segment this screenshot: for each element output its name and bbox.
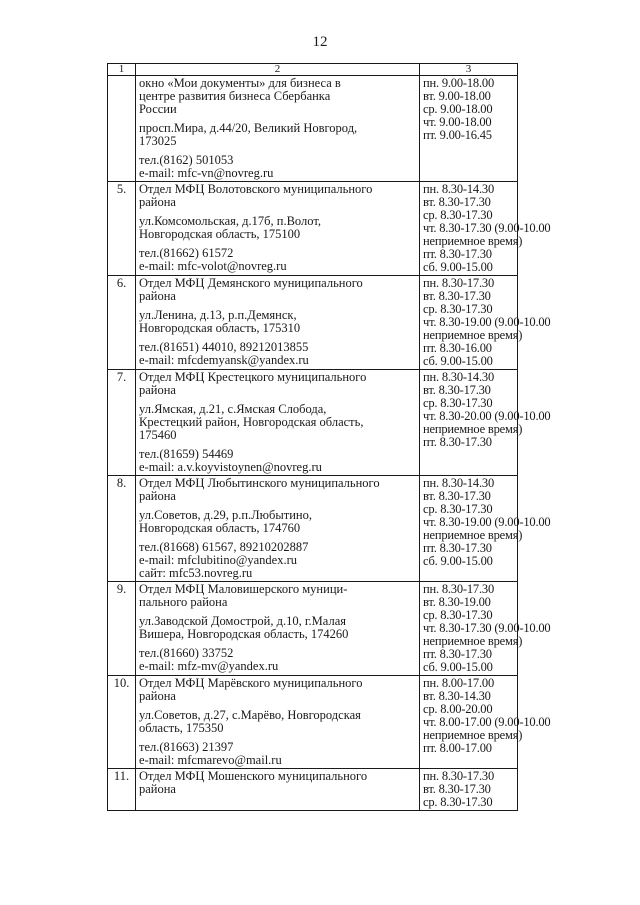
office-address-line: область, 175350 bbox=[139, 721, 224, 735]
schedule-line: чт. 8.30-17.30 (9.00-10.00 bbox=[423, 621, 551, 635]
office-contacts-line: e-mail: mfc-volot@novreg.ru bbox=[139, 259, 287, 273]
office-name-line: Отдел МФЦ Крестецкого муниципального bbox=[139, 370, 367, 384]
schedule-line: ср. 9.00-18.00 bbox=[423, 102, 493, 116]
schedule-line: ср. 8.30-17.30 bbox=[423, 608, 493, 622]
office-contacts bbox=[139, 341, 416, 367]
office-address bbox=[139, 509, 416, 535]
office-info bbox=[136, 676, 420, 769]
office-info bbox=[136, 582, 420, 676]
schedule-line: вт. 8.30-17.30 bbox=[423, 383, 491, 397]
office-address-line: ул.Ленина, д.13, р.п.Демянск, bbox=[139, 308, 297, 322]
schedule-line: неприемное время) bbox=[423, 634, 523, 648]
row-number: 10. bbox=[108, 676, 136, 769]
schedule-line: сб. 9.00-15.00 bbox=[423, 260, 493, 274]
office-schedule bbox=[420, 182, 551, 276]
header-col-1: 1 bbox=[108, 64, 136, 76]
office-name-line: Отдел МФЦ Маловишерского муници- bbox=[139, 582, 348, 596]
office-info bbox=[136, 276, 420, 370]
schedule-line: неприемное время) bbox=[423, 728, 523, 742]
office-info bbox=[136, 769, 420, 811]
office-name-line: района bbox=[139, 782, 176, 796]
schedule-line: вт. 8.30-19.00 bbox=[423, 595, 491, 609]
office-info bbox=[136, 476, 420, 582]
office-address-line: Новгородская область, 175100 bbox=[139, 227, 301, 241]
office-contacts bbox=[139, 154, 416, 180]
schedule-line: неприемное время) bbox=[423, 528, 523, 542]
row-number: 11. bbox=[108, 769, 136, 811]
office-contacts bbox=[139, 541, 416, 580]
office-address-line: Крестецкий район, Новгородская область, bbox=[139, 415, 364, 429]
office-contacts-line: тел.(81668) 61567, 89210202887 bbox=[139, 540, 309, 554]
office-name-line: Отдел МФЦ Любытинского муниципального bbox=[139, 476, 380, 490]
schedule-line: ср. 8.30-17.30 bbox=[423, 208, 493, 222]
office-address bbox=[139, 215, 416, 241]
header-col-2: 2 bbox=[136, 64, 420, 76]
schedule-line: пн. 9.00-18.00 bbox=[423, 76, 494, 90]
office-name-line: центре развития бизнеса Сбербанка bbox=[139, 89, 331, 103]
schedule-line: чт. 8.30-20.00 (9.00-10.00 bbox=[423, 409, 551, 423]
schedule-line: вт. 8.30-17.30 bbox=[423, 782, 491, 796]
schedule-line: пт. 8.30-17.30 bbox=[423, 247, 492, 261]
office-contacts-line: тел.(81659) 54469 bbox=[139, 447, 234, 461]
schedule-line: неприемное время) bbox=[423, 422, 523, 436]
table-row bbox=[108, 76, 518, 182]
office-address-line: ул.Ямская, д.21, с.Ямская Слобода, bbox=[139, 402, 327, 416]
schedule-line: чт. 8.30-17.30 (9.00-10.00 bbox=[423, 221, 551, 235]
schedule-line: пн. 8.30-14.30 bbox=[423, 476, 494, 490]
office-schedule bbox=[420, 370, 551, 476]
office-schedule bbox=[420, 769, 518, 811]
office-address-line: Новгородская область, 175310 bbox=[139, 321, 301, 335]
row-number: 9. bbox=[108, 582, 136, 676]
office-schedule bbox=[420, 476, 551, 582]
schedule-line: вт. 8.30-17.30 bbox=[423, 489, 491, 503]
table-row bbox=[108, 769, 518, 811]
table-row bbox=[108, 676, 518, 769]
office-contacts bbox=[139, 448, 416, 474]
office-contacts-line: тел.(8162) 501053 bbox=[139, 153, 234, 167]
office-contacts-line: тел.(81660) 33752 bbox=[139, 646, 234, 660]
office-name-line: района bbox=[139, 689, 176, 703]
office-address bbox=[139, 309, 416, 335]
schedule-line: неприемное время) bbox=[423, 234, 523, 248]
office-name-line: России bbox=[139, 102, 177, 116]
office-schedule bbox=[420, 276, 551, 370]
office-address-line: просп.Мира, д.44/20, Великий Новгород, bbox=[139, 121, 358, 135]
office-name-line: района bbox=[139, 195, 176, 209]
office-address-line: Новгородская область, 174760 bbox=[139, 521, 301, 535]
office-name bbox=[139, 477, 416, 503]
office-name-line: Отдел МФЦ Волотовского муниципального bbox=[139, 182, 373, 196]
office-name-line: района bbox=[139, 489, 176, 503]
schedule-line: пт. 8.30-16.00 bbox=[423, 341, 492, 355]
office-name bbox=[139, 277, 416, 303]
office-contacts-line: e-mail: a.v.koyvistoynen@novreg.ru bbox=[139, 460, 322, 474]
header-col-3: 3 bbox=[420, 64, 518, 76]
office-contacts-line: e-mail: mfcdemyansk@yandex.ru bbox=[139, 353, 309, 367]
table-row bbox=[108, 476, 518, 582]
office-name bbox=[139, 183, 416, 209]
office-address-line: ул.Советов, д.27, с.Марёво, Новгородская bbox=[139, 708, 361, 722]
row-number: 7. bbox=[108, 370, 136, 476]
office-schedule bbox=[420, 76, 518, 182]
row-number: 8. bbox=[108, 476, 136, 582]
office-address-line: ул.Заводской Домострой, д.10, г.Малая bbox=[139, 614, 346, 628]
office-name-line: окно «Мои документы» для бизнеса в bbox=[139, 76, 341, 90]
office-info bbox=[136, 370, 420, 476]
schedule-line: ср. 8.00-20.00 bbox=[423, 702, 493, 716]
schedule-line: вт. 8.30-17.30 bbox=[423, 195, 491, 209]
office-name bbox=[139, 77, 416, 116]
office-contacts-line: e-mail: mfcmarevo@mail.ru bbox=[139, 753, 282, 767]
office-contacts bbox=[139, 247, 416, 273]
office-name bbox=[139, 677, 416, 703]
office-contacts-line: e-mail: mfz-mv@yandex.ru bbox=[139, 659, 279, 673]
office-address bbox=[139, 122, 416, 148]
office-address-line: ул.Комсомольская, д.17б, п.Волот, bbox=[139, 214, 321, 228]
schedule-line: ср. 8.30-17.30 bbox=[423, 502, 493, 516]
schedule-line: сб. 9.00-15.00 bbox=[423, 354, 493, 368]
schedule-line: ср. 8.30-17.30 bbox=[423, 396, 493, 410]
office-contacts-line: тел.(81662) 61572 bbox=[139, 246, 234, 260]
schedule-line: пт. 8.30-17.30 bbox=[423, 435, 492, 449]
schedule-line: вт. 8.30-14.30 bbox=[423, 689, 491, 703]
office-address bbox=[139, 709, 416, 735]
schedule-line: сб. 9.00-15.00 bbox=[423, 554, 493, 568]
office-address-line: 175460 bbox=[139, 428, 177, 442]
office-info bbox=[136, 76, 420, 182]
schedule-line: пт. 8.00-17.00 bbox=[423, 741, 492, 755]
office-name-line: района bbox=[139, 383, 176, 397]
schedule-line: пн. 8.30-17.30 bbox=[423, 769, 494, 783]
office-address bbox=[139, 403, 416, 442]
schedule-line: чт. 8.00-17.00 (9.00-10.00 bbox=[423, 715, 551, 729]
table-row bbox=[108, 370, 518, 476]
schedule-line: сб. 9.00-15.00 bbox=[423, 660, 493, 674]
schedule-line: пт. 8.30-17.30 bbox=[423, 647, 492, 661]
schedule-line: чт. 9.00-18.00 bbox=[423, 115, 492, 129]
schedule-line: чт. 8.30-19.00 (9.00-10.00 bbox=[423, 515, 551, 529]
schedule-line: пн. 8.30-17.30 bbox=[423, 276, 494, 290]
table-header-row bbox=[108, 64, 518, 76]
schedule-line: ср. 8.30-17.30 bbox=[423, 302, 493, 316]
office-address-line: 173025 bbox=[139, 134, 177, 148]
mfc-offices-table bbox=[107, 63, 551, 811]
office-contacts-line: тел.(81663) 21397 bbox=[139, 740, 234, 754]
office-info bbox=[136, 182, 420, 276]
schedule-line: вт. 8.30-17.30 bbox=[423, 289, 491, 303]
office-name-line: района bbox=[139, 289, 176, 303]
row-number bbox=[108, 76, 136, 182]
table-row bbox=[108, 182, 518, 276]
schedule-line: ср. 8.30-17.30 bbox=[423, 795, 493, 809]
schedule-line: вт. 9.00-18.00 bbox=[423, 89, 491, 103]
office-contacts bbox=[139, 741, 416, 767]
office-name bbox=[139, 770, 416, 796]
schedule-line: пт. 9.00-16.45 bbox=[423, 128, 492, 142]
schedule-line: пт. 8.30-17.30 bbox=[423, 541, 492, 555]
office-name-line: Отдел МФЦ Демянского муниципального bbox=[139, 276, 363, 290]
office-name-line: Отдел МФЦ Мошенского муниципального bbox=[139, 769, 368, 783]
office-address-line: Вишера, Новгородская область, 174260 bbox=[139, 627, 349, 641]
office-address-line: ул.Советов, д.29, р.п.Любытино, bbox=[139, 508, 312, 522]
office-name-line: пального района bbox=[139, 595, 228, 609]
office-contacts-line: e-mail: mfc-vn@novreg.ru bbox=[139, 166, 274, 180]
schedule-line: пн. 8.00-17.00 bbox=[423, 676, 494, 690]
office-contacts-line: e-mail: mfclubitino@yandex.ru bbox=[139, 553, 297, 567]
office-contacts-line: сайт: mfc53.novreg.ru bbox=[139, 566, 253, 580]
schedule-line: пн. 8.30-17.30 bbox=[423, 582, 494, 596]
table-row bbox=[108, 582, 518, 676]
office-name-line: Отдел МФЦ Марёвского муниципального bbox=[139, 676, 363, 690]
row-number: 6. bbox=[108, 276, 136, 370]
office-address bbox=[139, 615, 416, 641]
office-name bbox=[139, 583, 416, 609]
page-number: 12 bbox=[312, 34, 328, 50]
office-schedule bbox=[420, 676, 551, 769]
office-schedule bbox=[420, 582, 551, 676]
office-name bbox=[139, 371, 416, 397]
table-row bbox=[108, 276, 518, 370]
office-contacts-line: тел.(81651) 44010, 89212013855 bbox=[139, 340, 309, 354]
schedule-line: пн. 8.30-14.30 bbox=[423, 370, 494, 384]
row-number: 5. bbox=[108, 182, 136, 276]
schedule-line: неприемное время) bbox=[423, 328, 523, 342]
office-contacts bbox=[139, 647, 416, 673]
schedule-line: чт. 8.30-19.00 (9.00-10.00 bbox=[423, 315, 551, 329]
schedule-line: пн. 8.30-14.30 bbox=[423, 182, 494, 196]
